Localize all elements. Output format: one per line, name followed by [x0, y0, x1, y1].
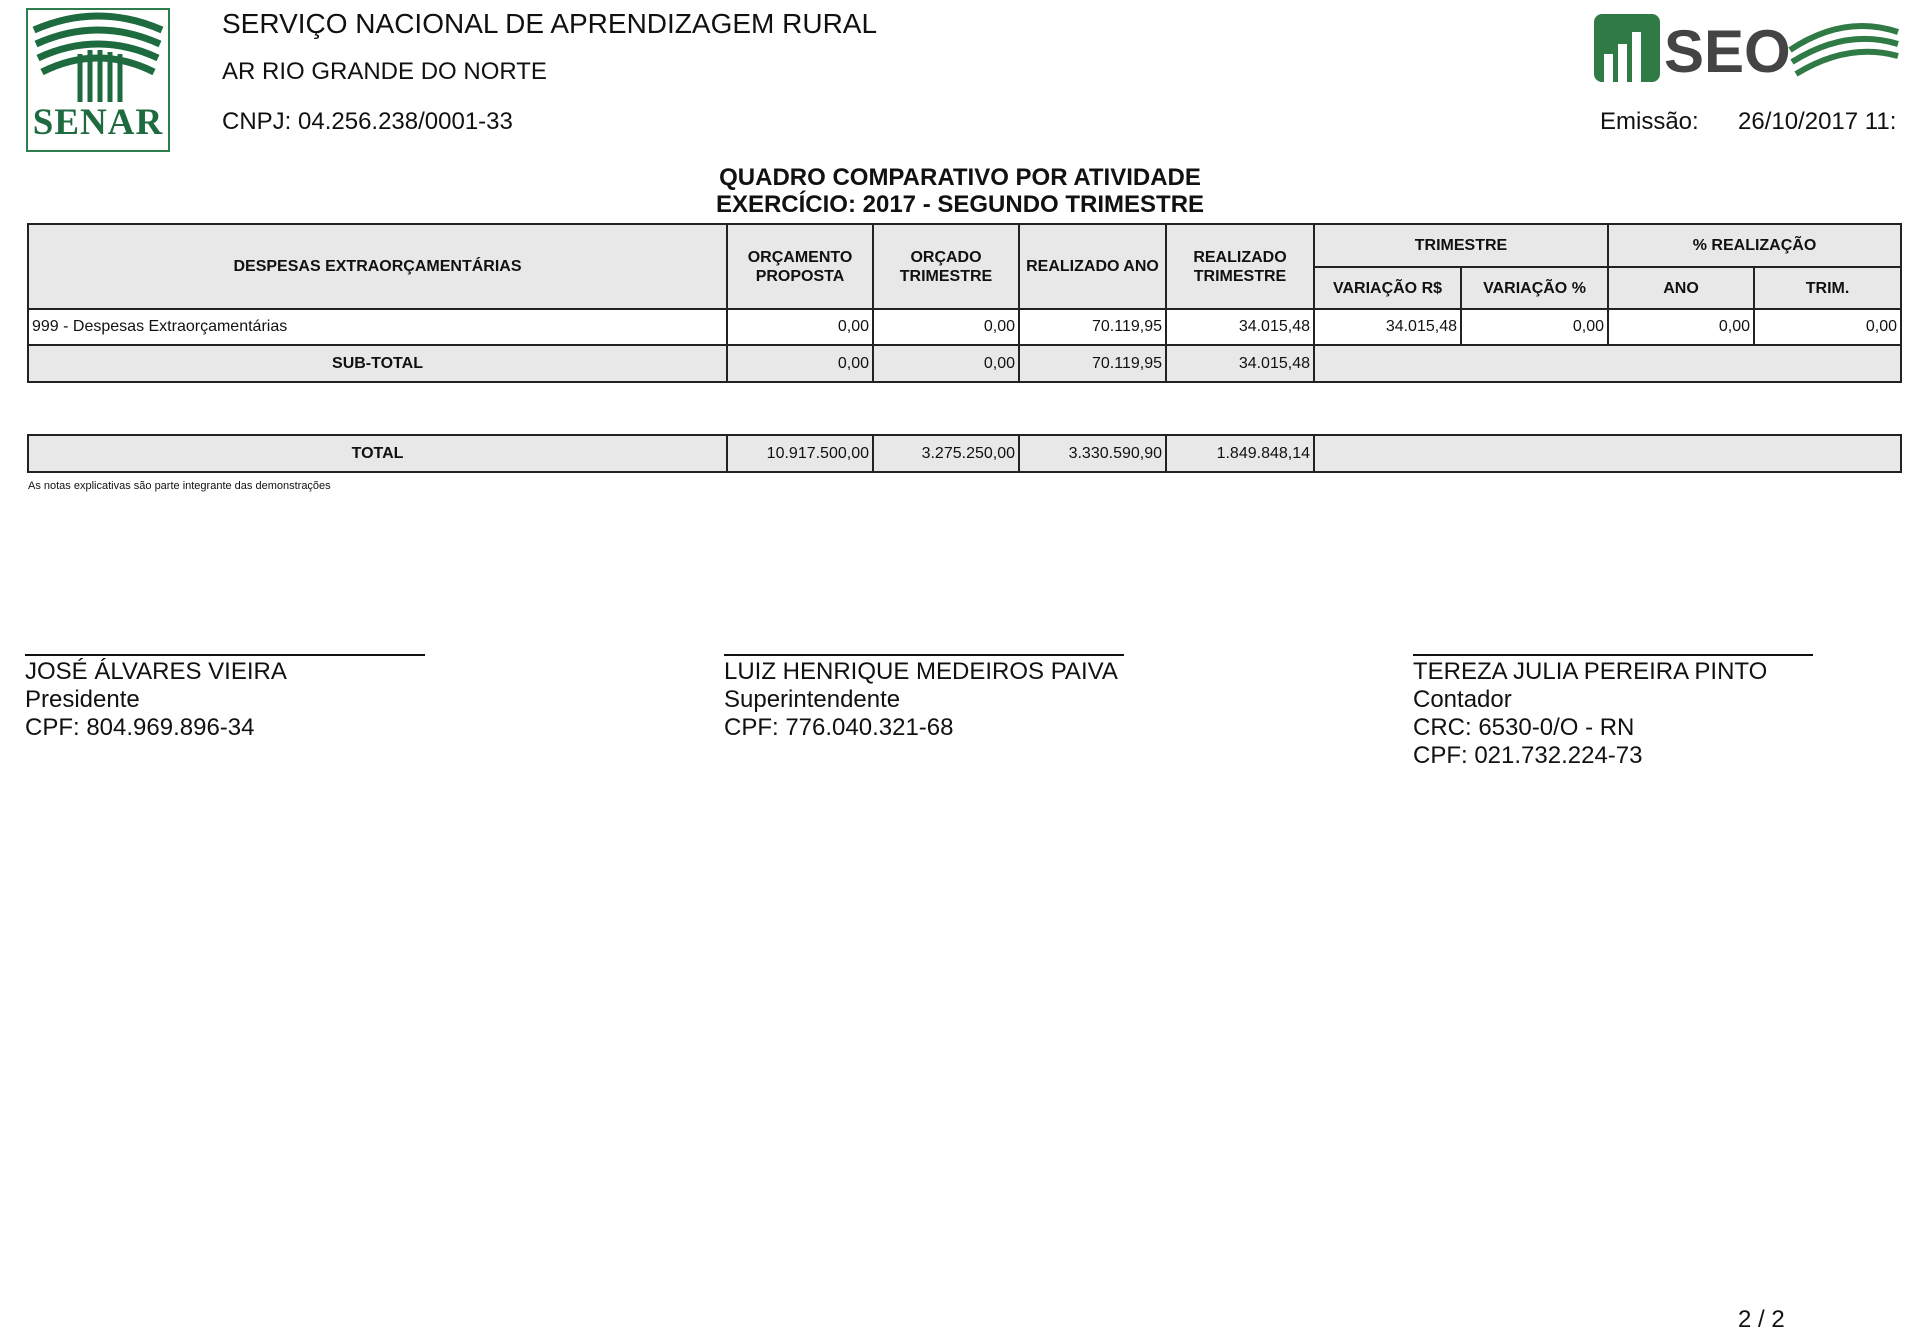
signature-crc: CRC: 6530-0/O - RN: [1413, 714, 1635, 741]
row-variacao-pct: 0,00: [1461, 309, 1608, 345]
row-realizado-ano: 70.119,95: [1019, 309, 1166, 345]
subtotal-realizado-ano: 70.119,95: [1019, 345, 1166, 382]
header-orcado-trimestre: ORÇADO TRIMESTRE: [873, 224, 1019, 309]
header-despesas: DESPESAS EXTRAORÇAMENTÁRIAS: [28, 224, 727, 309]
total-orcado-trimestre: 3.275.250,00: [873, 435, 1019, 472]
signature-line: [25, 654, 425, 656]
row-orcado-trimestre: 0,00: [873, 309, 1019, 345]
signature-role: Superintendente: [724, 686, 901, 713]
total-empty: [1314, 435, 1901, 472]
total-label: TOTAL: [28, 435, 727, 472]
signature-cpf: CPF: 021.732.224-73: [1413, 742, 1643, 769]
header-pct-realizacao: % REALIZAÇÃO: [1608, 224, 1901, 267]
total-realizado-ano: 3.330.590,90: [1019, 435, 1166, 472]
page-number: 2 / 2: [1738, 1306, 1785, 1333]
total-row: [28, 435, 1901, 472]
signature-line: [1413, 654, 1813, 656]
senar-logo-text: SENAR: [32, 102, 164, 143]
organization-unit: AR RIO GRANDE DO NORTE: [222, 58, 547, 85]
subtotal-label: SUB-TOTAL: [28, 345, 727, 382]
signature-name: LUIZ HENRIQUE MEDEIROS PAIVA: [724, 658, 1118, 685]
row-trim: 0,00: [1754, 309, 1901, 345]
row-ano: 0,00: [1608, 309, 1754, 345]
subtotal-orcado-trimestre: 0,00: [873, 345, 1019, 382]
emission-date: 26/10/2017 11:: [1738, 108, 1897, 135]
header-realizado-ano: REALIZADO ANO: [1019, 224, 1166, 309]
signature-role: Presidente: [25, 686, 140, 713]
organization-cnpj: CNPJ: 04.256.238/0001-33: [222, 108, 513, 135]
subtotal-realizado-trimestre: 34.015,48: [1166, 345, 1314, 382]
signature-cpf: CPF: 776.040.321-68: [724, 714, 954, 741]
row-variacao-rs: 34.015,48: [1314, 309, 1461, 345]
report-subtitle: EXERCÍCIO: 2017 - SEGUNDO TRIMESTRE: [715, 191, 1205, 218]
signature-role: Contador: [1413, 686, 1512, 713]
seo-leaves-icon: [1790, 26, 1898, 74]
header-ano: ANO: [1608, 267, 1754, 309]
subtotal-empty: [1314, 345, 1901, 382]
signature-name: TEREZA JULIA PEREIRA PINTO: [1413, 658, 1768, 685]
emission-label: Emissão:: [1600, 108, 1699, 135]
row-orcamento-proposta: 0,00: [727, 309, 873, 345]
row-realizado-trimestre: 34.015,48: [1166, 309, 1314, 345]
subtotal-orcamento-proposta: 0,00: [727, 345, 873, 382]
row-label: 999 - Despesas Extraorçamentárias: [28, 309, 727, 345]
signature-name: JOSÉ ÁLVARES VIEIRA: [25, 658, 287, 685]
senar-leaves-icon: [28, 10, 168, 110]
total-orcamento-proposta: 10.917.500,00: [727, 435, 873, 472]
signature-block-president: [25, 654, 425, 742]
signature-block-superintendent: [724, 654, 1124, 742]
header-variacao-pct: VARIAÇÃO %: [1461, 267, 1608, 309]
subtotal-row: [28, 345, 1901, 382]
senar-logo: [26, 8, 170, 152]
header-trim: TRIM.: [1754, 267, 1901, 309]
total-realizado-trimestre: 1.849.848,14: [1166, 435, 1314, 472]
signature-cpf: CPF: 804.969.896-34: [25, 714, 255, 741]
header-orcamento-proposta: ORÇAMENTO PROPOSTA: [727, 224, 873, 309]
explanatory-note: As notas explicativas são parte integrante das demonstrações: [28, 480, 331, 492]
signature-line: [724, 654, 1124, 656]
organization-name: SERVIÇO NACIONAL DE APRENDIZAGEM RURAL: [222, 8, 878, 39]
seo-logo-text: SEO: [1664, 18, 1791, 85]
report-title: QUADRO COMPARATIVO POR ATIVIDADE: [719, 164, 1201, 191]
header-trimestre: TRIMESTRE: [1314, 224, 1608, 267]
seo-logo: [1594, 10, 1900, 86]
header-realizado-trimestre: REALIZADO TRIMESTRE: [1166, 224, 1314, 309]
total-table: [27, 434, 1902, 473]
table-row: [28, 309, 1901, 345]
comparative-table: [27, 223, 1902, 383]
signature-block-accountant: [1413, 654, 1813, 770]
header-variacao-rs: VARIAÇÃO R$: [1314, 267, 1461, 309]
